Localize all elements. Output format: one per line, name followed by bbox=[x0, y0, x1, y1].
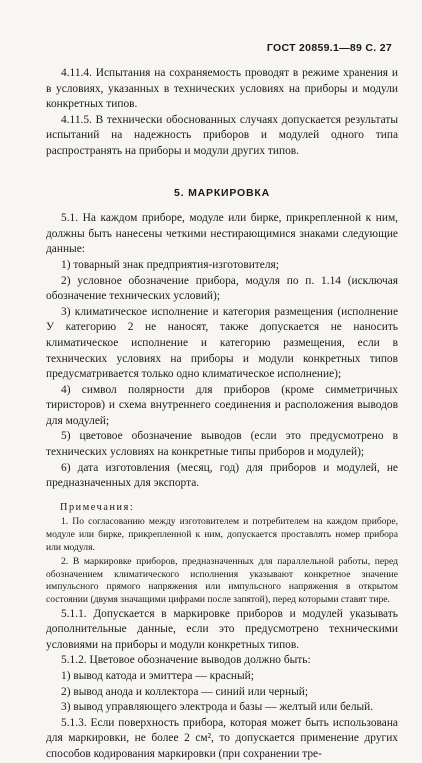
notes-title: Примечания: bbox=[60, 501, 135, 513]
paragraph-5-1-2: 5.1.2. Цветовое обозначение выводов должно быть: bbox=[61, 654, 311, 667]
list-item-4: 4) символ полярности для приборов (кроме симметричных тиристоров) и схема внутреннего соединения и расположения выводов для модулей; bbox=[46, 383, 398, 427]
list-item-3: 3) климатическое исполнение и категория размещения (исполнение У категорию 2 не наносят, также допускается не наносить климатическое исполнение и категорию размещения, если в технических условиях на приборы и модули конкретных типов предусматривается только одно климатическое исполнение); bbox=[46, 305, 398, 381]
color-item-2: 2) вывод анода и коллектора — синий или черный; bbox=[61, 685, 309, 698]
color-item-3: 3) вывод управляющего электрода и базы — желтый или белый. bbox=[61, 701, 374, 714]
list-item-1: 1) товарный знак предприятия-изготовителя; bbox=[61, 258, 279, 271]
paragraph-4-11-5: 4.11.5. В технически обоснованных случаях допускается результаты испытаний на надежность приборов и модулей одного типа распространять на приборы и модули других типов. bbox=[46, 113, 398, 157]
page-content bbox=[46, 66, 398, 763]
list-item-2: 2) условное обозначение прибора, модуля по п. 1.14 (исключая обозначение технических условий); bbox=[46, 274, 398, 303]
note-1: 1. По согласованию между изготовителем и потребителем на каждом приборе, модуле или бирке, прикрепленной к ним, допускается проставлять номер прибора или модуля. bbox=[46, 516, 398, 553]
note-2: 2. В маркировке приборов, предназначенных для параллельной работы, перед обозначением климатического исполнения указывают конкретное значение импульсного прямого напряжения или импульсного напряжения в открытом состоянии (двумя значащими цифрами после запятой), перед которыми ставят тире. bbox=[46, 556, 398, 605]
color-item-1: 1) вывод катода и эмиттера — красный; bbox=[61, 669, 254, 682]
section-heading: 5. МАРКИРОВКА bbox=[174, 186, 270, 199]
list-item-5: 5) цветовое обозначение выводов (если это предусмотрено в технических условиях на конкретные типы приборов и модулей); bbox=[46, 430, 398, 459]
paragraph-5-1-1: 5.1.1. Допускается в маркировке приборов и модулей указывать дополнительные данные, если это предусмотрено техническими условиями на приборы и модули конкретных типов. bbox=[46, 607, 398, 651]
paragraph-5-1: 5.1. На каждом приборе, модуле или бирке, прикрепленной к ним, должны быть нанесены четкими нестирающимися знаками следующие данные: bbox=[46, 212, 398, 256]
page-header: ГОСТ 20859.1—89 С. 27 bbox=[266, 42, 392, 54]
list-item-6: 6) дата изготовления (месяц, год) для приборов и модулей, не предназначенных для экспорта. bbox=[46, 461, 398, 490]
paragraph-4-11-4: 4.11.4. Испытания на сохраняемость проводят в режиме хранения и в условиях, указанных в технических условиях на приборы и модули конкретных типов. bbox=[46, 67, 398, 111]
paragraph-5-1-3: 5.1.3. Если поверхность прибора, которая может быть использована для маркировки, не более 2 см², то допускается применение других способов кодирования маркировки (при сохранении тре- bbox=[46, 716, 398, 760]
